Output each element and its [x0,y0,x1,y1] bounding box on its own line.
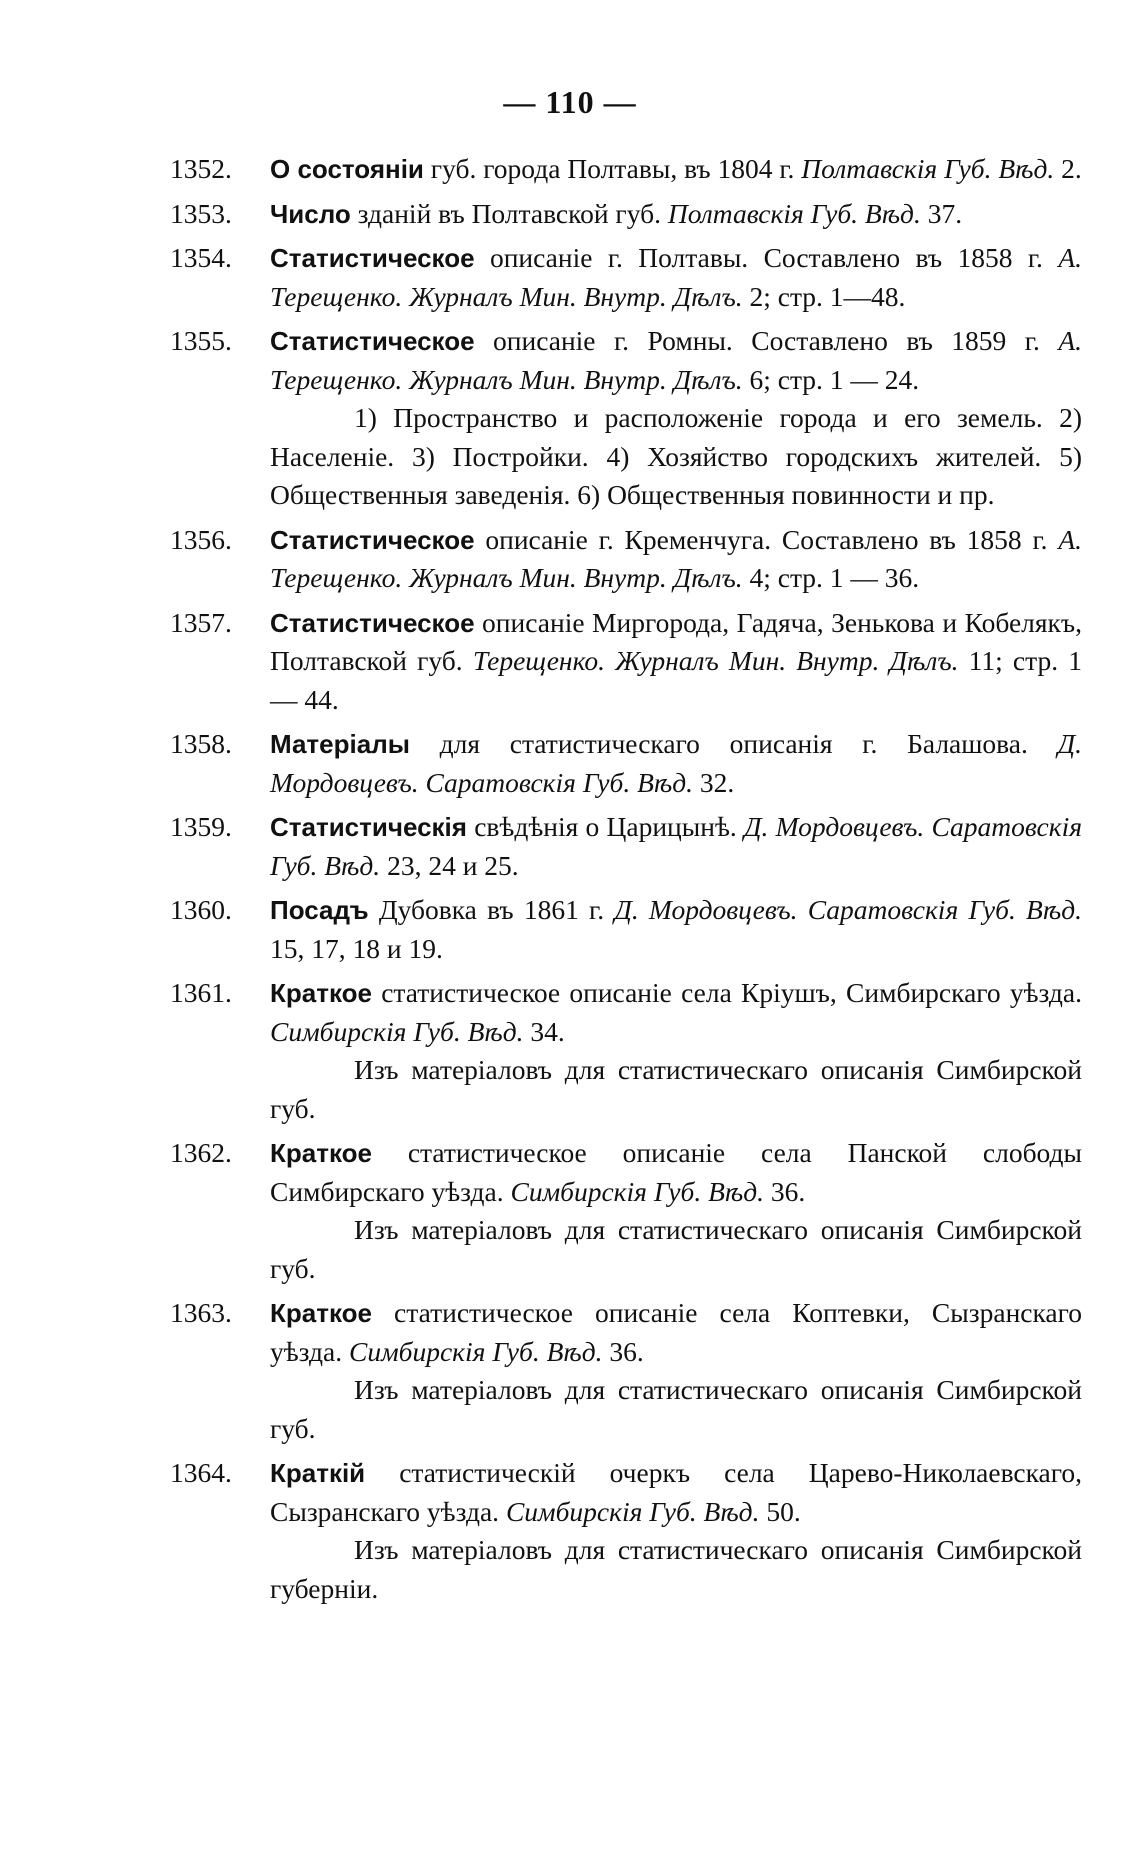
entry-title: Число [270,198,351,229]
entry-issue: 23, 24 и 25. [380,849,519,881]
entry-title: О состояніи [270,154,424,184]
entry-text: статистическое описаніе села Коптевки, Сызранскаго уѣзда. [270,1297,1082,1367]
entry-title: Краткій [270,1458,366,1488]
entry-source: А. Терещенко. Журналъ Мин. Внутр. Дѣлъ. [270,523,1082,593]
entry-text: для статистическаго описанія г. Балашова. [409,728,1058,759]
entry-text: описаніе г. Полтавы. Составлено въ 1858 г. [474,242,1059,273]
entry-note: Изъ матеріаловъ для статистическаго описанія Симбирской губ. [270,1374,1082,1444]
entry-issue: 4; стр. 1 — 36. [742,562,920,593]
bibliography-entry [170,521,1082,598]
entry-source: Д. Мордовцевъ. Саратовскія Губ. Вѣд. [270,811,1082,881]
entry-title: Статистическое [270,243,475,273]
entry-issue: 36. [764,1175,806,1207]
entry-number: 1354. [170,242,232,273]
entry-source: Терещенко. Журналъ Мин. Внутр. Дѣлъ. [472,645,959,676]
bibliography-list [170,150,1082,1614]
entry-title: Статистическія [270,812,467,842]
entry-title: Посадъ [270,895,369,925]
bibliography-entry [170,725,1082,802]
bibliography-entry [170,891,1082,968]
bibliography-entry [170,239,1082,316]
entry-source: А. Терещенко. Журналъ Мин. Внутр. Дѣлъ. [270,325,1082,395]
entry-source: Д. Мордовцевъ. Саратовскія Губ. Вѣд. [270,728,1082,798]
entry-issue: 6; стр. 1 — 24. [742,363,920,395]
bibliography-entry [170,974,1082,1128]
entry-title: Краткое [270,978,372,1008]
entry-source: Полтавскія Губ. Вѣд. [801,153,1055,184]
entry-number: 1356. [170,523,232,555]
entry-title: Матеріалы [270,729,410,759]
entry-issue: 32. [693,766,735,798]
entry-issue: 2. [1054,153,1082,184]
entry-number: 1353. [170,197,232,229]
entry-text: свѣдѣнія о Царицынѣ. [466,811,745,842]
bibliography-entry [170,604,1082,720]
entry-issue: 37. [920,197,963,229]
entry-text: описаніе г. Ромны. Составлено въ 1859 г. [474,325,1059,356]
entry-title: Статистическое [270,607,475,638]
entry-text: статистическій очеркъ села Царево-Николаевскаго, Сызранскаго уѣзда. [270,1457,1082,1527]
entry-number: 1363. [170,1297,232,1328]
bibliography-entry [170,1294,1082,1448]
entry-title: Статистическое [270,326,475,356]
bibliography-entry [170,1134,1082,1288]
entry-text: статистическое описаніе села Кріушъ, Симбирскаго уѣзда. [371,977,1082,1008]
entry-text: описаніе Миргорода, Гадяча, Зенькова и Кобелякъ, Полтавской губ. [270,606,1082,676]
entry-number: 1352. [170,153,232,184]
entry-number: 1364. [170,1457,232,1488]
entry-source: А. Терещенко. Журналъ Мин. Внутр. Дѣлъ. [270,242,1082,312]
bibliography-entry [170,195,1082,234]
entry-issue: 15, 17, 18 и 19. [270,932,443,964]
entry-note: Изъ матеріаловъ для статистическаго описанія Симбирской губ. [270,1054,1082,1124]
entry-number: 1358. [170,728,232,759]
entry-source: Симбирскія Губ. Вѣд. [505,1495,760,1527]
entry-text: описаніе г. Кременчуга. Составлено въ 1858 г. [474,523,1059,555]
entry-issue: 34. [523,1015,565,1047]
bibliography-entry [170,808,1082,885]
page-number: — 110 — [503,84,637,120]
entry-number: 1361. [170,977,232,1008]
entry-issue: 11; стр. 1 — 44. [270,645,1082,715]
entry-number: 1362. [170,1137,232,1168]
entry-issue: 2; стр. 1—48. [742,280,906,312]
entry-source: Симбирскія Губ. Вѣд. [270,1015,524,1047]
bibliography-entry [170,150,1082,189]
bibliography-entry [170,322,1082,515]
entry-note: Изъ матеріаловъ для статистическаго описанія Симбирской губ. [270,1214,1082,1284]
entry-title: Краткое [270,1138,372,1168]
bibliography-entry [170,1454,1082,1608]
entry-title: Краткое [270,1298,372,1328]
entry-number: 1359. [170,811,232,842]
entry-title: Статистическое [270,524,475,555]
entry-note: Изъ матеріаловъ для статистическаго описанія Симбирской губерніи. [270,1534,1082,1604]
entry-text: Дубовка въ 1861 г. [368,894,615,925]
entry-source: Симбирскія Губ. Вѣд. [510,1175,765,1207]
entry-number: 1355. [170,325,232,356]
entry-issue: 50. [759,1495,801,1527]
entry-note: 1) Пространство и расположеніе города и его земель. 2) Населеніе. 3) Постройки. 4) Хозяйство городскихъ жителей. 5) Общественныя заведенія. 6) Общественныя повинности и пр. [270,402,1082,510]
entry-issue: 36. [602,1335,644,1367]
entry-source: Симбирскія Губ. Вѣд. [349,1335,603,1367]
entry-source: Полтавскія Губ. Вѣд. [667,197,921,229]
entry-number: 1357. [170,606,232,638]
entry-text: статистическое описаніе села Панской слободы Симбирскаго уѣзда. [270,1137,1082,1207]
entry-text: зданій въ Полтавской губ. [350,197,668,229]
entry-source: Д. Мордовцевъ. Саратовскія Губ. Вѣд. [614,894,1082,925]
entry-text: губ. города Полтавы, въ 1804 г. [423,153,802,184]
entry-number: 1360. [170,894,232,925]
